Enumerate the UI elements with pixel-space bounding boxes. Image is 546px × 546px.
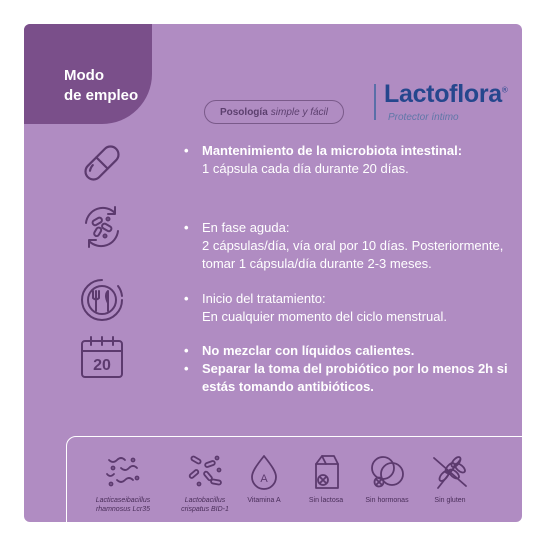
instruction-start: • Inicio del tratamiento: En cualquier momento del ciclo menstrual. bbox=[184, 290, 522, 326]
page-title bbox=[64, 66, 154, 106]
feature-label: Sin lactosa bbox=[308, 497, 344, 504]
logo-bar bbox=[374, 84, 376, 120]
feature-label-2: rhamnosus Lcr35 bbox=[95, 506, 151, 513]
feature-label: Vitamina A bbox=[247, 497, 281, 504]
posologia-pill bbox=[204, 100, 344, 124]
lacticaseibacillus-icon bbox=[103, 454, 143, 490]
feature-label: Lacticaseibacillus bbox=[95, 497, 151, 504]
feature-label: Lactobacillus bbox=[184, 497, 226, 504]
instruction-title: Inicio del tratamiento: bbox=[202, 291, 326, 306]
instruction-body: tomar 1 cápsula/día durante 2-3 meses. bbox=[202, 256, 432, 271]
vitamin-a-icon bbox=[244, 454, 284, 490]
lactobacillus-icon bbox=[185, 454, 225, 490]
feature-label-2: crispatus BID-1 bbox=[181, 506, 229, 513]
warning-text: No mezclar con líquidos calientes. bbox=[202, 343, 415, 358]
posologia-label: Posología bbox=[219, 106, 268, 118]
feature-lacticaseibacillus bbox=[78, 454, 168, 514]
feature-label: Sin hormonas bbox=[365, 497, 409, 504]
calendar-icon bbox=[78, 333, 126, 381]
feature-label: Sin gluten bbox=[434, 497, 466, 504]
posologia-subtitle: simple y fácil bbox=[270, 106, 329, 118]
instruction-title: En fase aguda: bbox=[202, 220, 290, 235]
warning-text: Separar la toma del probiótico por lo menos 2h si bbox=[202, 361, 508, 376]
instruction-acute: • En fase aguda: 2 cápsulas/día, vía oral por 10 días. Posteriormente, tomar 1 cápsula/día durante 2-3 meses. bbox=[184, 219, 522, 273]
registered-mark: ® bbox=[501, 85, 508, 95]
warning-text: estás tomando antibióticos. bbox=[202, 379, 374, 394]
instruction-body: 2 cápsulas/día, vía oral por 10 días. Posteriormente, bbox=[202, 238, 504, 253]
instruction-title: Mantenimiento de la microbiota intestinal: bbox=[202, 143, 463, 158]
feature-no-gluten bbox=[410, 454, 490, 505]
brand-text: Lactoflora bbox=[384, 80, 502, 108]
instruction-body: 1 cápsula cada día durante 20 días. bbox=[202, 161, 409, 176]
capsule-icon bbox=[78, 139, 126, 187]
instruction-body: En cualquier momento del ciclo menstrual. bbox=[202, 309, 447, 324]
brand-tagline: Protector íntimo bbox=[388, 112, 459, 123]
instruction-warnings: • No mezclar con líquidos calientes. • Separar la toma del probiótico por lo menos 2h si estás tomando antibióticos. bbox=[184, 342, 522, 396]
title-line-2: de empleo bbox=[64, 87, 139, 104]
no-hormones-icon bbox=[367, 454, 407, 490]
calendar-number: 20 bbox=[93, 357, 111, 374]
vitamin-badge: A bbox=[260, 473, 268, 485]
instructions-card bbox=[24, 24, 522, 522]
no-gluten-icon bbox=[430, 454, 470, 490]
bacteria-cycle-icon bbox=[78, 203, 126, 251]
brand-name bbox=[384, 80, 507, 109]
no-lactose-icon bbox=[306, 454, 346, 490]
title-line-1: Modo bbox=[64, 67, 104, 84]
plate-cutlery-icon bbox=[78, 276, 126, 324]
instruction-maintenance: • Mantenimiento de la microbiota intestinal: 1 cápsula cada día durante 20 días. bbox=[184, 142, 522, 178]
